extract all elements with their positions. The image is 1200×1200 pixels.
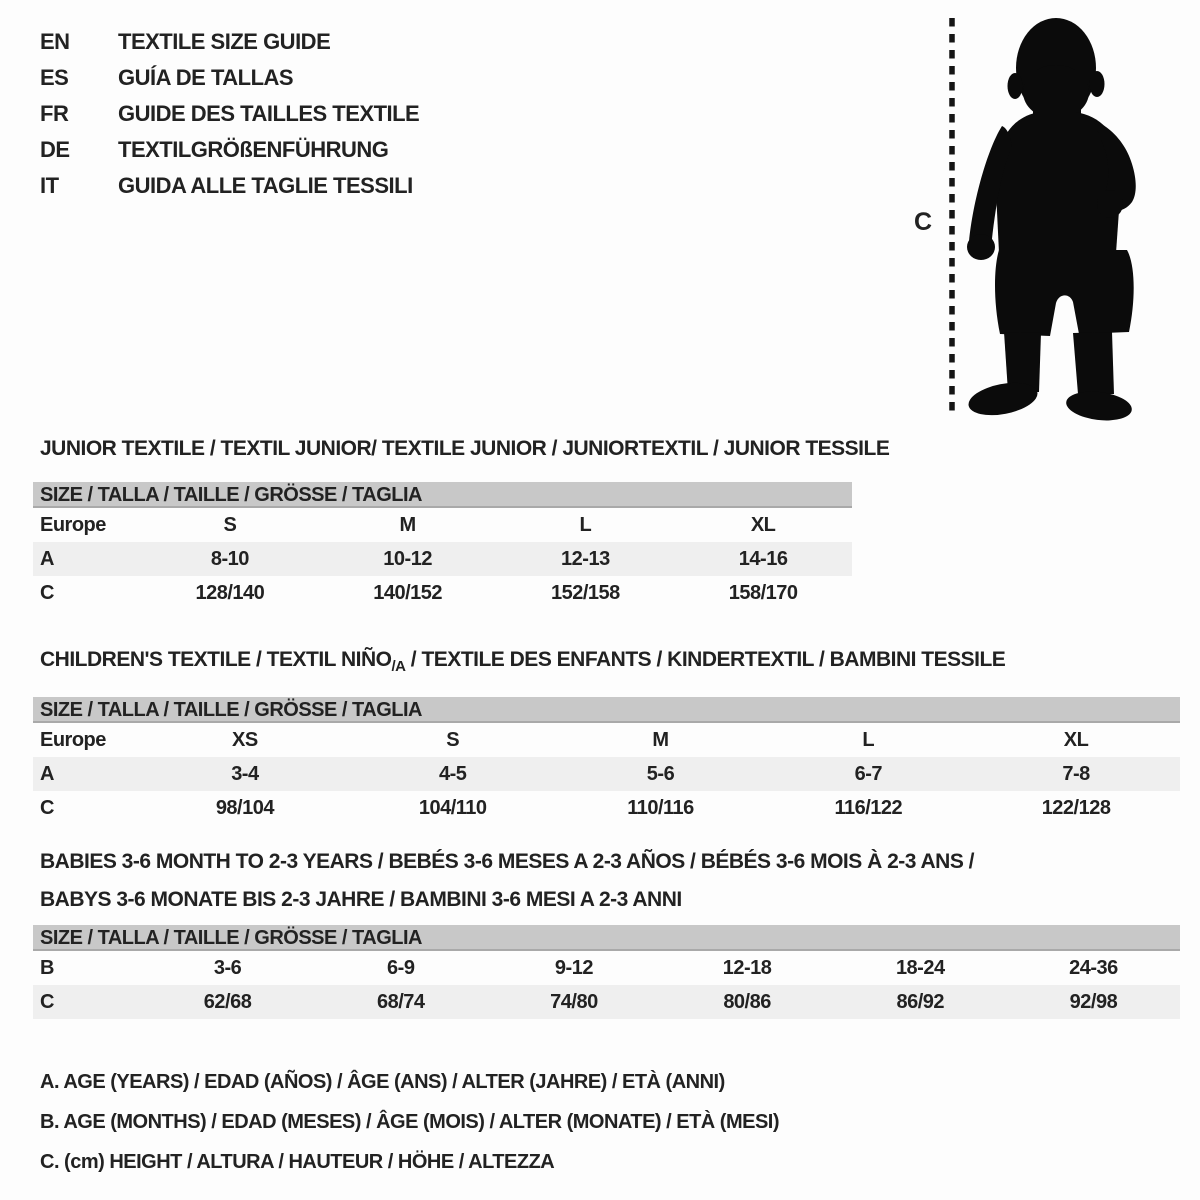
language-title: GUÍA DE TALLAS [118, 65, 294, 90]
table-cell: M [652, 728, 669, 751]
language-row [40, 132, 419, 168]
language-code: IT [40, 173, 59, 198]
table-cell: L [862, 728, 875, 751]
table-cell: 18-24 [895, 956, 945, 979]
toddler-silhouette-icon [900, 0, 1200, 430]
table-cell: 110/116 [627, 796, 694, 819]
language-title: GUIDE DES TAILLES TEXTILE [118, 101, 420, 126]
table-cell: 8-10 [210, 547, 249, 570]
table-row [33, 951, 1180, 985]
language-row [40, 168, 419, 204]
row-label: C [40, 581, 54, 604]
table-cell: 3-4 [231, 762, 259, 785]
row-label: Europe [40, 728, 106, 751]
row-label: C [40, 796, 54, 819]
table-cell: 128/140 [195, 581, 265, 604]
language-title: GUIDA ALLE TAGLIE TESSILI [118, 173, 413, 198]
size-header-bar: SIZE / TALLA / TAILLE / GRÖSSE / TAGLIA [33, 482, 852, 508]
toddler-silhouette [966, 18, 1136, 424]
row-label: C [40, 990, 54, 1013]
section-title-line [40, 430, 890, 468]
table-cell: 7-8 [1062, 762, 1090, 785]
language-title: TEXTILGRÖßENFÜHRUNG [118, 137, 389, 162]
height-measure-label: C [914, 208, 932, 236]
table-cell: 104/110 [418, 796, 487, 819]
language-title: TEXTILE SIZE GUIDE [118, 29, 331, 54]
size-header-bar: SIZE / TALLA / TAILLE / GRÖSSE / TAGLIA [33, 925, 1180, 951]
row-label: A [40, 762, 54, 785]
table-cell: XL [750, 513, 776, 536]
table-cell: 12-18 [722, 956, 772, 979]
section-babies [33, 843, 1180, 1019]
title-segment: / TEXTILE DES ENFANTS / KINDERTEXTIL / BAMBINI TESSILE [405, 648, 1006, 671]
section-title-line [40, 843, 1180, 881]
title-segment: BABIES 3-6 MONTH TO 2-3 YEARS / BEBÉS 3-6 MESES A 2-3 AÑOS / BÉBÉS 3-6 MOIS À 2-3 ANS / [40, 850, 975, 873]
table-cell: 6-9 [387, 956, 415, 979]
table-cell: 10-12 [383, 547, 432, 570]
height-figure [900, 0, 1200, 430]
table-cell: 9-12 [554, 956, 593, 979]
legend [40, 1062, 779, 1182]
language-code: EN [40, 29, 70, 54]
table-cell: S [446, 728, 460, 751]
table-cell: 92/98 [1069, 990, 1118, 1013]
size-table-children [33, 723, 1180, 825]
title-segment: JUNIOR TEXTILE / TEXTIL JUNIOR/ TEXTILE JUNIOR / JUNIORTEXTIL / JUNIOR TESSILE [40, 437, 890, 460]
table-row [33, 508, 852, 542]
language-row [40, 96, 419, 132]
language-code: DE [40, 137, 70, 162]
legend-line-age-years: A. AGE (YEARS) / EDAD (AÑOS) / ÂGE (ANS) / ALTER (JAHRE) / ETÀ (ANNI) [40, 1071, 725, 1093]
table-row [33, 985, 1180, 1019]
table-cell: XL [1063, 728, 1089, 751]
table-cell: S [223, 513, 237, 536]
table-cell: 116/122 [834, 796, 903, 819]
title-segment: CHILDREN'S TEXTILE / TEXTIL NIÑO [40, 648, 392, 671]
row-label: A [40, 547, 54, 570]
size-table-babies [33, 951, 1180, 1019]
language-title-list [40, 24, 419, 204]
table-cell: 140/152 [373, 581, 443, 604]
row-label: Europe [40, 513, 106, 536]
table-cell: 80/86 [723, 990, 771, 1013]
table-cell: 14-16 [738, 547, 788, 570]
section-junior-textile [33, 430, 890, 610]
table-cell: 122/128 [1041, 796, 1111, 819]
table-row [33, 723, 1180, 757]
table-cell: 152/158 [550, 581, 620, 604]
table-cell: 62/68 [203, 990, 252, 1013]
section-title [40, 641, 1180, 686]
language-code: ES [40, 65, 69, 90]
legend-line-height: C. (cm) HEIGHT / ALTURA / HAUTEUR / HÖHE / ALTEZZA [40, 1151, 555, 1173]
table-row [33, 542, 852, 576]
language-row [40, 24, 419, 60]
section-title-line [40, 881, 1180, 919]
table-row [33, 791, 1180, 825]
row-label: B [40, 956, 54, 979]
table-row [33, 757, 1180, 791]
table-cell: M [399, 513, 416, 536]
table-cell: XS [232, 728, 258, 751]
title-segment: BABYS 3-6 MONATE BIS 2-3 JAHRE / BAMBINI 3-6 MESI A 2-3 ANNI [40, 888, 682, 911]
table-row [33, 576, 852, 610]
size-header-bar: SIZE / TALLA / TAILLE / GRÖSSE / TAGLIA [33, 697, 1180, 723]
table-cell: 74/80 [550, 990, 598, 1013]
section-title [40, 430, 890, 468]
section-title-line [40, 641, 1180, 686]
table-cell: 6-7 [854, 762, 882, 785]
size-table-junior [33, 508, 852, 610]
table-cell: 4-5 [438, 762, 467, 785]
table-cell: L [579, 513, 592, 536]
language-code: FR [40, 101, 69, 126]
table-cell: 5-6 [646, 762, 675, 785]
legend-line-age-months: B. AGE (MONTHS) / EDAD (MESES) / ÂGE (MOIS) / ALTER (MONATE) / ETÀ (MESI) [40, 1111, 780, 1133]
table-cell: 12-13 [561, 547, 610, 570]
section-title [40, 843, 1180, 919]
title-segment-small: /A [391, 658, 406, 675]
table-cell: 98/104 [215, 796, 274, 819]
table-cell: 24-36 [1069, 956, 1118, 979]
table-cell: 158/170 [728, 581, 798, 604]
table-cell: 68/74 [376, 990, 425, 1013]
language-row [40, 60, 419, 96]
section-childrens-textile [33, 641, 1180, 825]
table-cell: 86/92 [896, 990, 945, 1013]
table-cell: 3-6 [213, 956, 242, 979]
